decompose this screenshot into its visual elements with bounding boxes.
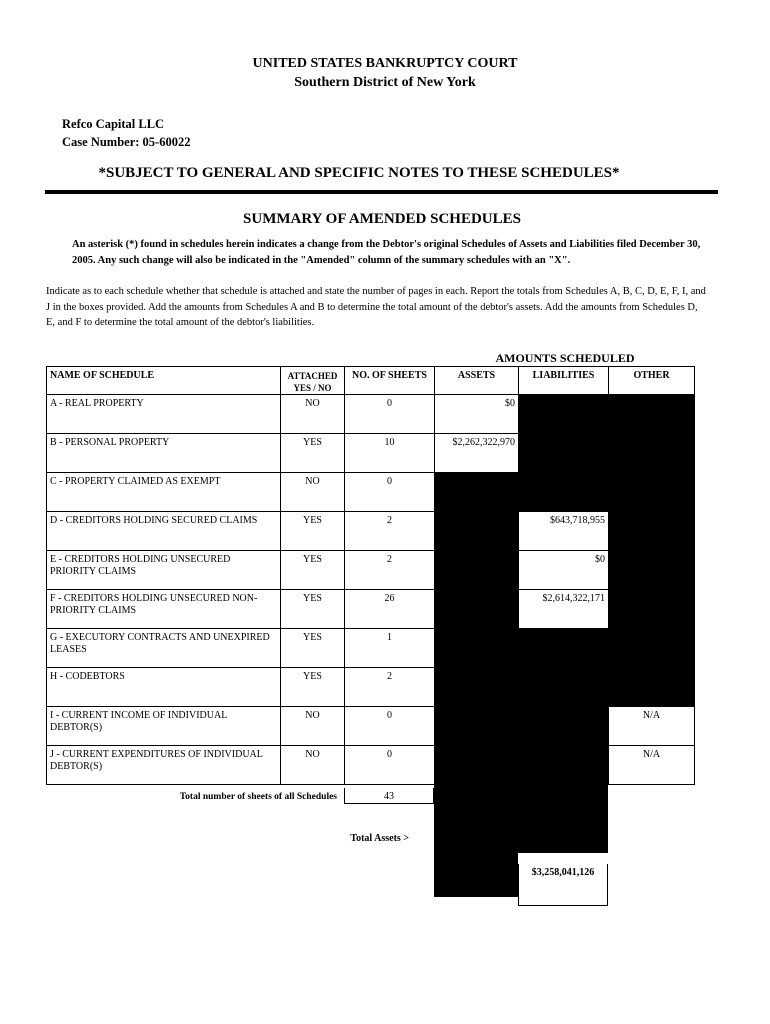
attached-value: NO: [280, 473, 344, 512]
shaded-liabilities-g-end: [518, 629, 608, 853]
amounts-scheduled-header: AMOUNTS SCHEDULED: [495, 351, 635, 365]
assets-value: $0: [434, 395, 518, 434]
header-liabilities: LIABILITIES: [518, 366, 608, 395]
sheets-value: 10: [344, 434, 434, 473]
attached-value: YES: [280, 590, 344, 629]
asterisk-note: An asterisk (*) found in schedules herein indicates a change from the Debtor's original Schedules of Assets and Liabilities filed December 30, 2005. Any such change will also be indicated in the "Amended" column of the summary schedules with an "X".: [72, 239, 701, 266]
schedule-name: I - CURRENT INCOME OF INDIVIDUAL DEBTOR(S): [46, 707, 280, 746]
attached-value: YES: [280, 551, 344, 590]
header-other: OTHER: [608, 366, 695, 395]
header-attached: ATTACHED YES / NO: [280, 366, 344, 395]
other-value: N/A: [608, 707, 695, 746]
schedule-name: F - CREDITORS HOLDING UNSECURED NON-PRIORITY CLAIMS: [46, 590, 280, 629]
header-assets: ASSETS: [434, 366, 518, 395]
debtor-name: Refco Capital LLC: [62, 117, 165, 131]
sheets-value: 2: [344, 512, 434, 551]
attached-value: NO: [280, 746, 344, 785]
subject-note: *SUBJECT TO GENERAL AND SPECIFIC NOTES TO THESE SCHEDULES*: [98, 165, 620, 181]
total-liabilities-label: Total Liabilities >: [435, 877, 511, 888]
sheets-value: 1: [344, 629, 434, 668]
court-title: UNITED STATES BANKRUPTCY COURT: [252, 56, 518, 71]
attached-value: YES: [280, 629, 344, 668]
liabilities-value: $0: [518, 551, 608, 590]
liabilities-value: $2,614,322,171: [518, 590, 608, 629]
sheets-value: 2: [344, 551, 434, 590]
sheets-value: 0: [344, 707, 434, 746]
liabilities-value: $643,718,955: [518, 512, 608, 551]
schedule-name: B - PERSONAL PROPERTY: [46, 434, 280, 473]
attached-value: NO: [280, 707, 344, 746]
total-sheets-value: 43: [344, 788, 434, 804]
other-value: N/A: [608, 746, 695, 785]
schedule-name: H - CODEBTORS: [46, 668, 280, 707]
total-liabilities-value: $3,258,041,126: [518, 864, 608, 906]
sheets-value: 0: [344, 473, 434, 512]
schedule-name: J - CURRENT EXPENDITURES OF INDIVIDUAL DEBTOR(S): [46, 746, 280, 785]
attached-value: YES: [280, 434, 344, 473]
sheets-value: 26: [344, 590, 434, 629]
header-name: NAME OF SCHEDULE: [46, 366, 280, 395]
total-assets-label: Total Assets >: [350, 833, 409, 844]
case-number: Case Number: 05-60022: [62, 135, 191, 149]
total-assets-value: $2,262,322,970: [434, 822, 518, 864]
assets-value: $2,262,322,970: [434, 434, 518, 473]
sheets-value: 0: [344, 746, 434, 785]
divider: [45, 190, 718, 194]
court-header: [0, 54, 770, 92]
schedule-name: A - REAL PROPERTY: [46, 395, 280, 434]
schedule-name: G - EXECUTORY CONTRACTS AND UNEXPIRED LEASES: [46, 629, 280, 668]
instructions: Indicate as to each schedule whether that schedule is attached and state the number of pages in each. Report the totals from Schedules A, B, C, D, E, F, I, and J in the boxes provided. Add the amounts from Schedules A and B to determine the total amount of the debtor's assets. Add the amounts from Schedules D, E, and F to determine the total amount of the debtor's liabilities.: [46, 286, 706, 328]
schedule-name: C - PROPERTY CLAIMED AS EXEMPT: [46, 473, 280, 512]
court-district: Southern District of New York: [294, 75, 476, 90]
attached-value: NO: [280, 395, 344, 434]
header-sheets: NO. OF SHEETS: [344, 366, 434, 395]
sheets-value: 0: [344, 395, 434, 434]
total-sheets-label: Total number of sheets of all Schedules: [179, 792, 337, 802]
attached-value: YES: [280, 512, 344, 551]
schedule-name: E - CREDITORS HOLDING UNSECURED PRIORITY CLAIMS: [46, 551, 280, 590]
attached-value: YES: [280, 668, 344, 707]
schedule-name: D - CREDITORS HOLDING SECURED CLAIMS: [46, 512, 280, 551]
shaded-liabilities-other-a-c: [518, 395, 695, 512]
sheets-value: 2: [344, 668, 434, 707]
shaded-other-d-h: [608, 512, 695, 707]
page-title: SUMMARY OF AMENDED SCHEDULES: [243, 211, 521, 227]
